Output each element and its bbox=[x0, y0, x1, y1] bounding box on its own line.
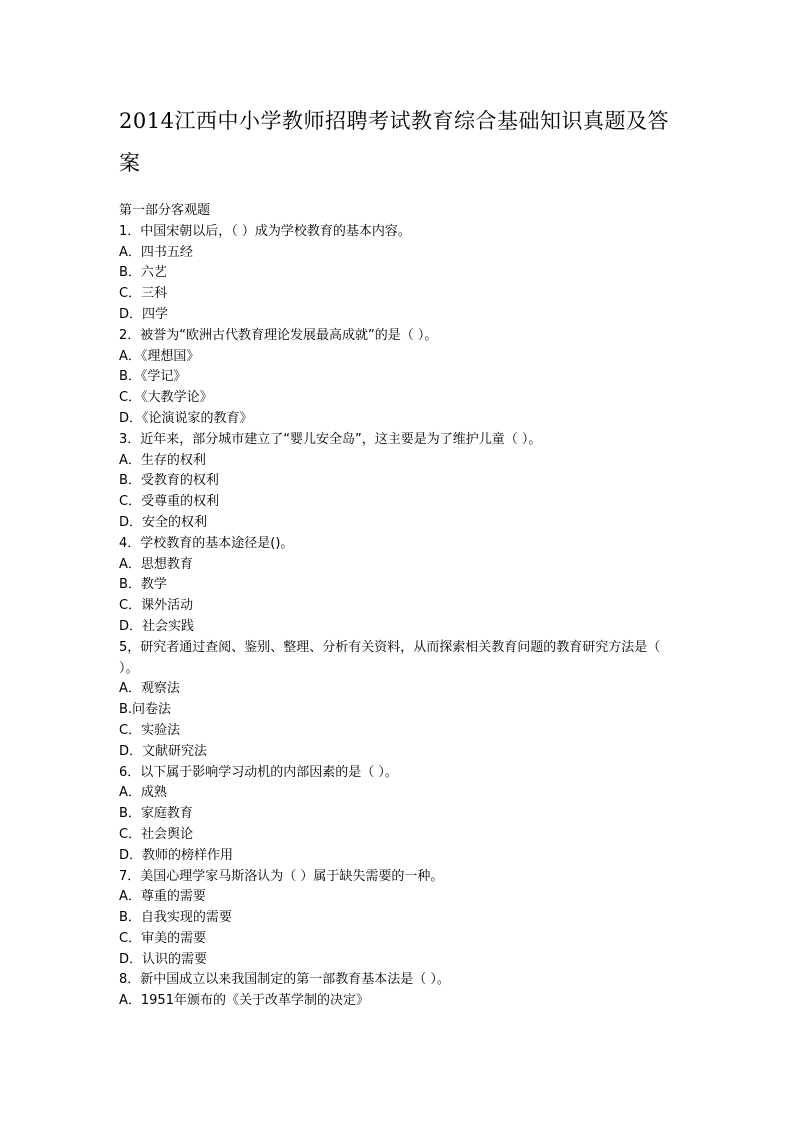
question-7-option-d: D．认识的需要 bbox=[119, 951, 208, 967]
question-2-option-d: D．《论演说家的教育》 bbox=[119, 410, 253, 426]
question-5: 5，研究者通过查阅、鉴别、整理、分析有关资料，从而探索相关教育问题的教育研究方法是（ ）。 bbox=[119, 639, 661, 676]
question-6-option-d: D．教师的榜样作用 bbox=[119, 847, 234, 863]
question-6-option-c: C．社会舆论 bbox=[119, 826, 194, 842]
question-1-option-b: B．六艺 bbox=[119, 265, 167, 281]
question-7-option-c: C．审美的需要 bbox=[119, 930, 207, 946]
question-5-option-c: C．实验法 bbox=[119, 722, 181, 738]
question-3-option-a: A．生存的权利 bbox=[119, 452, 206, 468]
question-2-option-a: A．《理想国》 bbox=[119, 348, 200, 364]
question-6: 6．以下属于影响学习动机的内部因素的是（ ）。 bbox=[119, 764, 398, 780]
question-3: 3．近年来，部分城市建立了“婴儿安全岛”，这主要是为了维护儿童（ ）。 bbox=[119, 431, 542, 447]
question-3-option-b: B．受教育的权利 bbox=[119, 473, 219, 489]
question-1-option-a: A．四书五经 bbox=[119, 244, 193, 260]
question-2-option-b: B．《学记》 bbox=[119, 369, 187, 385]
question-7-option-b: B．自我实现的需要 bbox=[119, 910, 232, 926]
question-7: 7．美国心理学家马斯洛认为（ ）属于缺失需要的一种。 bbox=[119, 868, 444, 884]
document-body bbox=[119, 201, 679, 1012]
question-4-option-d: D．社会实践 bbox=[119, 618, 195, 634]
question-8-option-a: A．1951年颁布的《关于改革学制的决定》 bbox=[119, 993, 369, 1009]
question-1: 1．中国宋朝以后，（ ）成为学校教育的基本内容。 bbox=[119, 223, 411, 239]
question-1-option-d: D．四学 bbox=[119, 306, 169, 322]
question-1-option-c: C．三科 bbox=[119, 286, 168, 302]
question-6-option-a: A．成熟 bbox=[119, 785, 167, 801]
question-4-option-c: C．课外活动 bbox=[119, 598, 194, 614]
question-8: 8．新中国成立以来我国制定的第一部教育基本法是（ ）。 bbox=[119, 972, 450, 988]
question-5-option-b: B.问卷法 bbox=[119, 702, 172, 718]
question-7-option-a: A．尊重的需要 bbox=[119, 889, 206, 905]
question-5-option-a: A．观察法 bbox=[119, 681, 180, 697]
question-2-option-c: C．《大教学论》 bbox=[119, 390, 213, 406]
question-3-option-d: D．安全的权利 bbox=[119, 514, 208, 530]
question-6-option-b: B．家庭教育 bbox=[119, 806, 193, 822]
section-heading: 第一部分客观题 bbox=[119, 203, 211, 218]
question-4-option-a: A．思想教育 bbox=[119, 556, 193, 572]
question-3-option-c: C．受尊重的权利 bbox=[119, 494, 220, 510]
question-2: 2．被誉为“欧洲古代教育理论发展最高成就”的是（ ）。 bbox=[119, 327, 438, 343]
document-title: 2014江西中小学教师招聘考试教育综合基础知识真题及答案 bbox=[119, 109, 669, 175]
question-4: 4．学校教育的基本途径是()。 bbox=[119, 535, 294, 551]
question-4-option-b: B．教学 bbox=[119, 577, 167, 593]
question-5-option-d: D．文献研究法 bbox=[119, 743, 208, 759]
